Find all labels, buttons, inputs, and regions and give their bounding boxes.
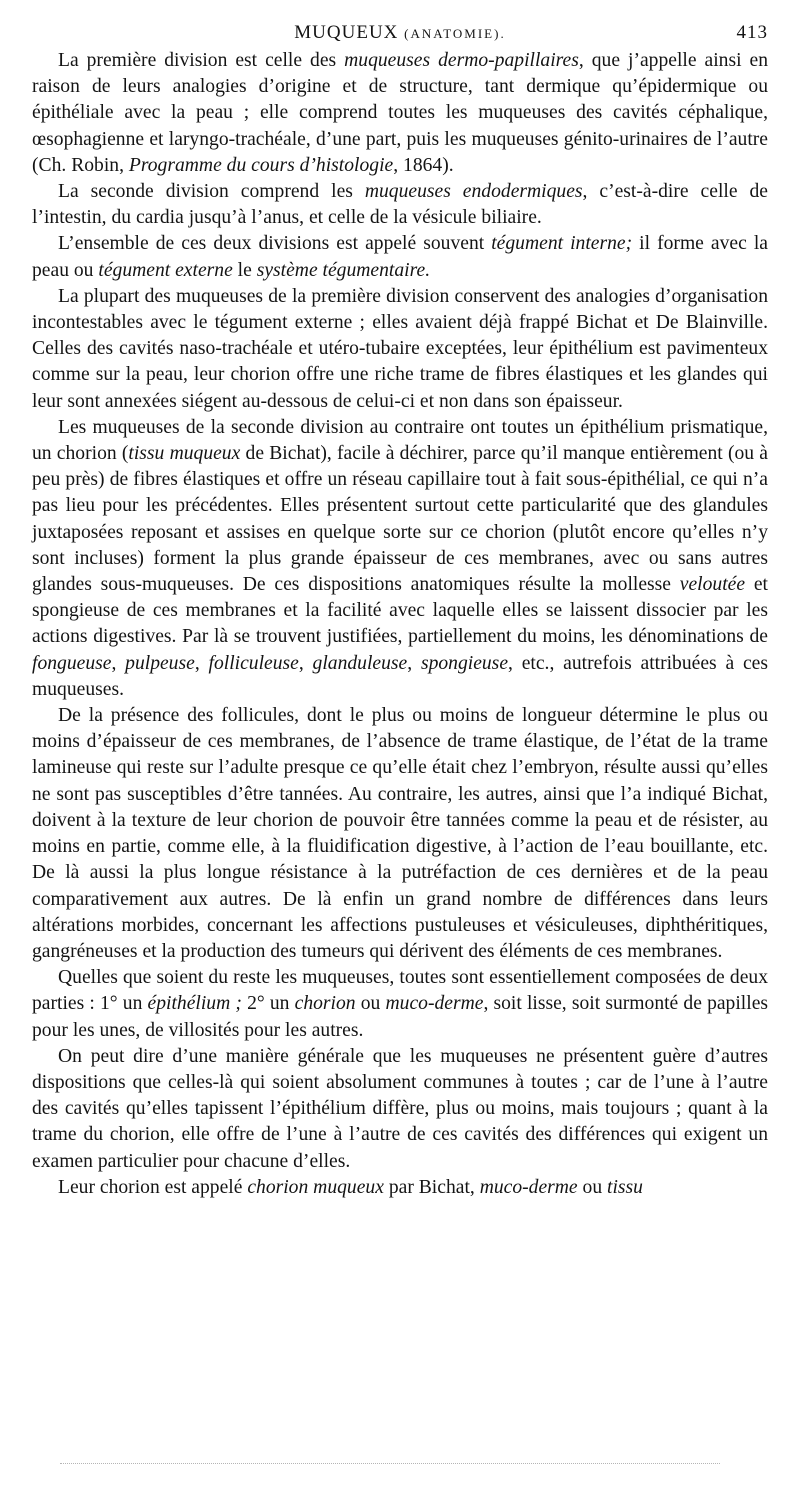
text-segment: , soit lisse, soit surmonté de papilles pour les unes, de villosités pour les autres. <box>32 993 769 1041</box>
italic-text: épithélium ; <box>147 993 242 1015</box>
body-text <box>32 48 768 1201</box>
text-segment: ou <box>355 993 386 1015</box>
text-segment: ou <box>577 1176 608 1198</box>
text-segment: La plupart des muqueuses de la première division conservent des analogies d’organisation incontestables avec le tégument externe ; elles avaient déjà frappé Bichat et De Blainville. Celles des cavités naso-trachéale et utéro-tubaire exceptées, leur épithélium est pavimenteux comme sur la peau, leur chorion offre une riche trame de fibres élastiques et les glandes qui leur sont annexées siégent au-dessous de celui-ci et non dans son épaisseur. <box>32 285 768 412</box>
running-title <box>32 22 768 44</box>
italic-text: tégument externe <box>98 259 233 281</box>
italic-text: muco-derme <box>479 1176 578 1198</box>
italic-text: veloutée <box>679 574 746 596</box>
running-title-sub: (ANATOMIE). <box>404 26 506 41</box>
paragraph <box>32 284 768 415</box>
italic-text: pulpeuse <box>125 652 195 674</box>
text-segment: , <box>298 652 313 674</box>
text-segment: Quelles que soient du reste les muqueuses, toutes sont essentiellement composées de deux parties : 1° un <box>32 967 768 1015</box>
italic-text: tégument interne; <box>491 233 633 255</box>
italic-text: système tégumentaire. <box>256 259 431 281</box>
text-segment: , etc., autrefois attribuées à ces muqueuses. <box>32 652 768 700</box>
paragraph <box>32 179 768 231</box>
paragraph <box>32 1044 768 1175</box>
italic-text: glanduleuse <box>312 652 408 674</box>
text-segment: par Bichat, <box>383 1176 480 1198</box>
text-segment: Les muqueuses de la seconde division au contraire ont toutes un épithélium prismatique, un chorion ( <box>32 416 768 465</box>
text-segment: On peut dire d’une manière générale que les muqueuses ne présentent guère d’autres dispositions que celles-là qui soient absolument communes à toutes ; car de l’une à l’autre des cavités qu’elles tapissent l’épithélium diffère, plus ou moins, mais toujours ; quant à la trame du chorion, elle offre de l’une à l’autre de ces cavités des différences qui exigent un examen particulier pour chacune d’elles. <box>32 1045 768 1172</box>
paragraph <box>32 415 768 703</box>
paragraph <box>32 703 768 965</box>
italic-text: fongueuse <box>32 652 112 674</box>
text-segment: de Bichat), facile à déchirer, parce qu’il manque entièrement (ou à peu près) de fibres élastiques et offre un réseau capillaire tout à fait sous-épithélial, ce qui n’a pas lieu pour les précédentes. Elles présentent surtout cette particularité que des glandules juxtaposées reposant et assises en quelque sorte sur ce chorion (plutôt encore qu’elles n’y sont incluses) forment la plus grande épaisseur de ces membranes, avec ou sans autres glandes sous-muqueuses. De ces dispositions anatomiques résulte la mollesse <box>32 443 768 596</box>
text-segment: le <box>232 259 257 281</box>
text-segment: et spongieuse de ces membranes et la facilité avec laquelle elles se laissent dissocier par les actions digestives. Par là se trouvent justifiées, partiellement du moins, les dénominations de <box>32 574 768 648</box>
page-number: 413 <box>736 22 768 43</box>
italic-text: Programme du cours d’histologie <box>128 154 394 176</box>
italic-text: chorion muqueux <box>247 1176 384 1198</box>
text-segment: il forme avec la peau ou <box>32 233 768 281</box>
running-title-main: MUQUEUX <box>294 22 399 43</box>
italic-text: folliculeuse <box>208 652 299 674</box>
text-segment: De la présence des follicules, dont le plus ou moins de longueur détermine le plus ou moins d’épaisseur de ces membranes, de l’absence de trame élastique, de l’état de la trame lamineuse qui reste sur l’adulte presque ce qu’elle était chez l’embryon, résulte aussi qu’elles ne sont pas susceptibles d’être tannées. Au contraire, les autres, ainsi que l’a indiqué Bichat, doivent à la texture de leur chorion de pouvoir être tannées comme la peau et de résister, au moins en partie, comme elle, à la fluidification digestive, à l’action de l’eau bouillante, etc. De là aussi la plus longue résistance à la putréfaction de ces dernières et de la peau comparativement aux autres. De là enfin un grand nombre de différences dans leurs altérations morbides, concernant les affections pustuleuses et vésiculeuses, diphthéritiques, gangréneuses et la production des tumeurs qui dérivent des éléments de ces membranes. <box>32 705 768 962</box>
bottom-divider <box>60 1463 720 1464</box>
text-segment: , <box>407 652 421 674</box>
running-head <box>32 22 768 48</box>
italic-text: chorion <box>294 993 356 1015</box>
book-page <box>32 22 768 1201</box>
text-segment: L’ensemble de ces deux divisions est appelé souvent <box>58 233 492 255</box>
text-segment: La seconde division comprend les <box>58 181 365 203</box>
text-segment: , 1864). <box>393 154 454 176</box>
text-segment: , <box>194 652 209 674</box>
paragraph <box>32 965 768 1044</box>
text-segment: La première division est celle des <box>58 50 345 71</box>
text-segment: , c’est-à-dire celle de l’intestin, du cardia jusqu’à l’anus, et celle de la vésicule biliaire. <box>32 181 768 229</box>
italic-text: tissu muqueux <box>128 443 241 465</box>
italic-text: muqueuses dermo-papillaires <box>344 50 579 71</box>
italic-text: muco-derme <box>385 993 484 1015</box>
text-segment: 2° un <box>241 993 295 1015</box>
italic-text: spongieuse <box>420 652 509 674</box>
italic-text: muqueuses endodermiques <box>364 181 583 203</box>
paragraph <box>32 1175 768 1201</box>
paragraph <box>32 231 768 283</box>
italic-text: tissu <box>607 1176 643 1198</box>
paragraph <box>32 48 768 179</box>
text-segment: , que j’appelle ainsi en raison de leurs analogies d’origine et de structure, tant dermique qu’épidermique ou épithéliale avec la peau ; elle comprend toutes les muqueuses des cavités céphalique, œsophagienne et laryngo-trachéale, d’une part, puis les muqueuses génito-urinaires de l’autre (Ch. Robin, <box>32 50 768 176</box>
text-segment: Leur chorion est appelé <box>58 1176 248 1198</box>
text-segment: , <box>111 652 126 674</box>
